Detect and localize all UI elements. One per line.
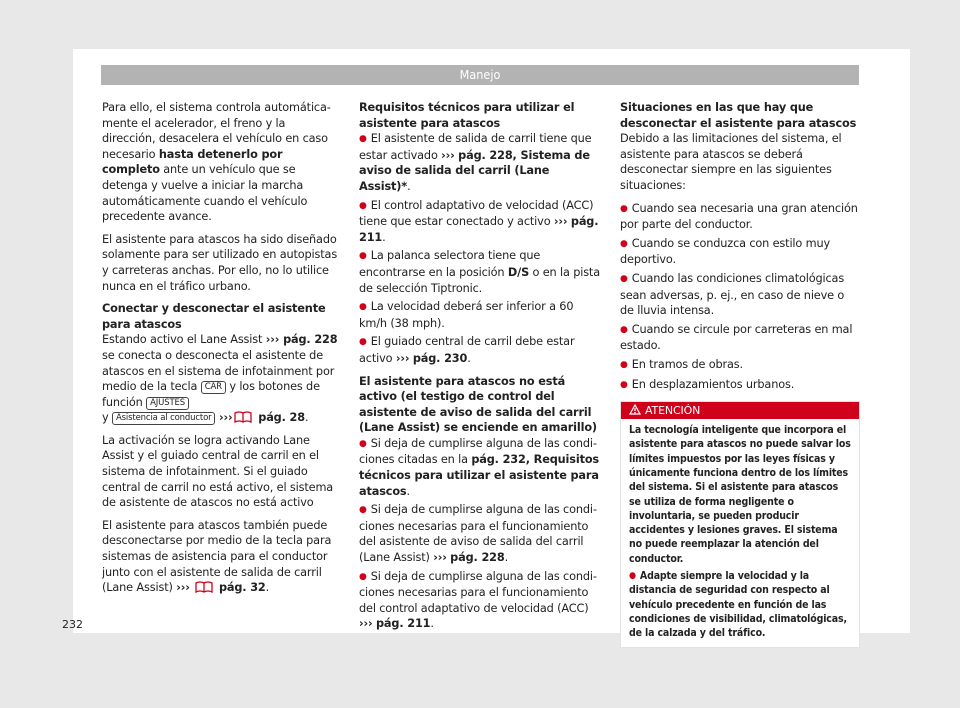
- subheading: Conectar y desconectar el asistente para atascos: [102, 302, 326, 331]
- list-item: ● Cuando se circule por carreteras en mal estado.: [620, 322, 860, 354]
- column-2: [359, 100, 603, 635]
- subheading: El asistente para atascos no está activo (el testigo de control del asistente de aviso de salida del carril (Lane Assist) se enciende en amarillo): [359, 374, 597, 435]
- list-item: ● Cuando sea necesaria una gran atención por parte del conductor.: [620, 201, 860, 233]
- column-1: [102, 100, 340, 603]
- page-reference-link[interactable]: pág. 28: [254, 411, 305, 425]
- list-item: ● La velocidad deberá ser inferior a 60 km/h (38 mph).: [359, 299, 603, 331]
- paragraph: Para ello, el sistema controla automáticamente el acelerador, el freno y la dirección, desacelera el vehículo en caso necesario hasta detenerlo por completo ante un vehículo que se detenga y vuelve a iniciar la marcha automáticamente cuando el vehículo precedente avance.: [102, 101, 331, 224]
- list-item: ● El guiado central de carril debe estar activo ››› pág. 230.: [359, 334, 603, 366]
- list-item: ● El control adaptativo de velocidad (ACC) tiene que estar conectado y activo ››› pág. 211.: [359, 198, 603, 246]
- book-icon: [195, 580, 213, 593]
- page-reference-link[interactable]: pág. 228: [450, 551, 505, 565]
- paragraph: El asistente para atascos también puede desconectarse por medio de la tecla para sistemas de asistencia para el conductor junto con el asistente de salida de carril (Lane Assist) ››› pág. 32.: [102, 518, 332, 595]
- list-item: ● Si deja de cumplirse alguna de las condiciones necesarias para el funcionamiento del asistente de aviso de salida del carril (Lane Assist) ››› pág. 228.: [359, 502, 603, 565]
- car-key: CAR: [201, 381, 226, 394]
- warning-header: [621, 402, 859, 419]
- list-item: ● En tramos de obras.: [620, 357, 860, 374]
- paragraph: El asistente para atascos ha sido diseñado solamente para ser utilizado en autopistas y carreteras anchas. Por ello, no lo utilice nunca en el tráfico urbano.: [102, 232, 338, 293]
- warning-title: ATENCIÓN: [645, 404, 701, 418]
- warning-body: [621, 419, 859, 646]
- asistencia-key: Asistencia al conductor: [112, 412, 216, 425]
- section-header: Manejo: [101, 65, 859, 85]
- page-reference-link[interactable]: pág. 211: [375, 617, 431, 631]
- list-item: ● El asistente de salida de carril tiene que estar activado ››› pág. 228, Sistema de aviso de salida del carril (Lane Assist)*.: [359, 131, 603, 194]
- page-reference-link[interactable]: pág. 230: [412, 351, 468, 365]
- list-item: ● Si deja de cumplirse alguna de las condiciones necesarias para el funcionamiento del control adaptativo de velocidad (ACC) ››› pág. 211.: [359, 569, 603, 632]
- page-reference-link[interactable]: pág. 228, Sistema de aviso de salida del carril (Lane Assist)*: [359, 148, 590, 193]
- paragraph: Estando activo el Lane Assist ››› pág. 228 se conecta o desconecta el asistente de atascos en el sistema de infotainment por medio de la tecla CAR y los botones de función AJUSTES y Asistencia al conductor ››› pág. 28.: [102, 333, 338, 425]
- column-3: [620, 100, 860, 648]
- page-reference-link[interactable]: pág. 32: [215, 581, 266, 595]
- link-arrow[interactable]: ›››: [265, 333, 280, 347]
- page-number: 232: [62, 618, 83, 631]
- page-reference-link[interactable]: pág. 228: [279, 333, 338, 347]
- subheading: Requisitos técnicos para utilizar el asistente para atascos: [359, 101, 575, 130]
- list-item: ● La palanca selectora tiene que encontrarse en la posición D/S o en la pista de selección Tiptronic.: [359, 248, 603, 296]
- list-item: ● En desplazamientos urbanos.: [620, 377, 860, 394]
- warning-box: [620, 401, 860, 647]
- paragraph: Debido a las limitaciones del sistema, el asistente para atascos se deberá desconectar siempre en las siguientes situaciones:: [620, 132, 842, 192]
- book-icon: [234, 410, 252, 423]
- page-reference-link[interactable]: pág. 211: [359, 215, 599, 244]
- page-reference-link[interactable]: pág. 232, Requisitos técnicos para utilizar el asistente para atascos: [359, 453, 599, 498]
- warning-bullet: ● Adapte siempre la velocidad y la distancia de seguridad con respecto al vehículo precedente en función de las condiciones de visibilidad, climatológicas, de la calzada y del tráfico.: [629, 569, 851, 640]
- warning-triangle-icon: [629, 404, 641, 415]
- subheading: Situaciones en las que hay que desconectar el asistente para atascos: [620, 101, 857, 130]
- paragraph: La activación se logra activando Lane Assist y el guiado central de carril en el sistema de infotainment. Si el guiado central de carril no está activo, el sistema de asistente de atascos no está activo: [102, 433, 334, 510]
- list-item: ● Cuando las condiciones climatológicas sean adversas, p. ej., en caso de nieve o de lluvia intensa.: [620, 271, 860, 319]
- ajustes-key: AJUSTES: [146, 397, 189, 410]
- list-item: ● Cuando se conduzca con estilo muy deportivo.: [620, 236, 860, 268]
- warning-text: La tecnología inteligente que incorpora el asistente para atascos no puede salvar los límites impuestos por las leyes físicas y únicamente funciona dentro de los límites del sistema. Si el asistente para atascos se utiliza de forma negligente o involuntaria, se pueden producir accidentes y lesiones graves. El sistema no puede reemplazar la atención del conductor.: [629, 424, 851, 565]
- list-item: ● Si deja de cumplirse alguna de las condiciones citadas en la pág. 232, Requisitos técnicos para utilizar el asistente para atascos.: [359, 436, 603, 499]
